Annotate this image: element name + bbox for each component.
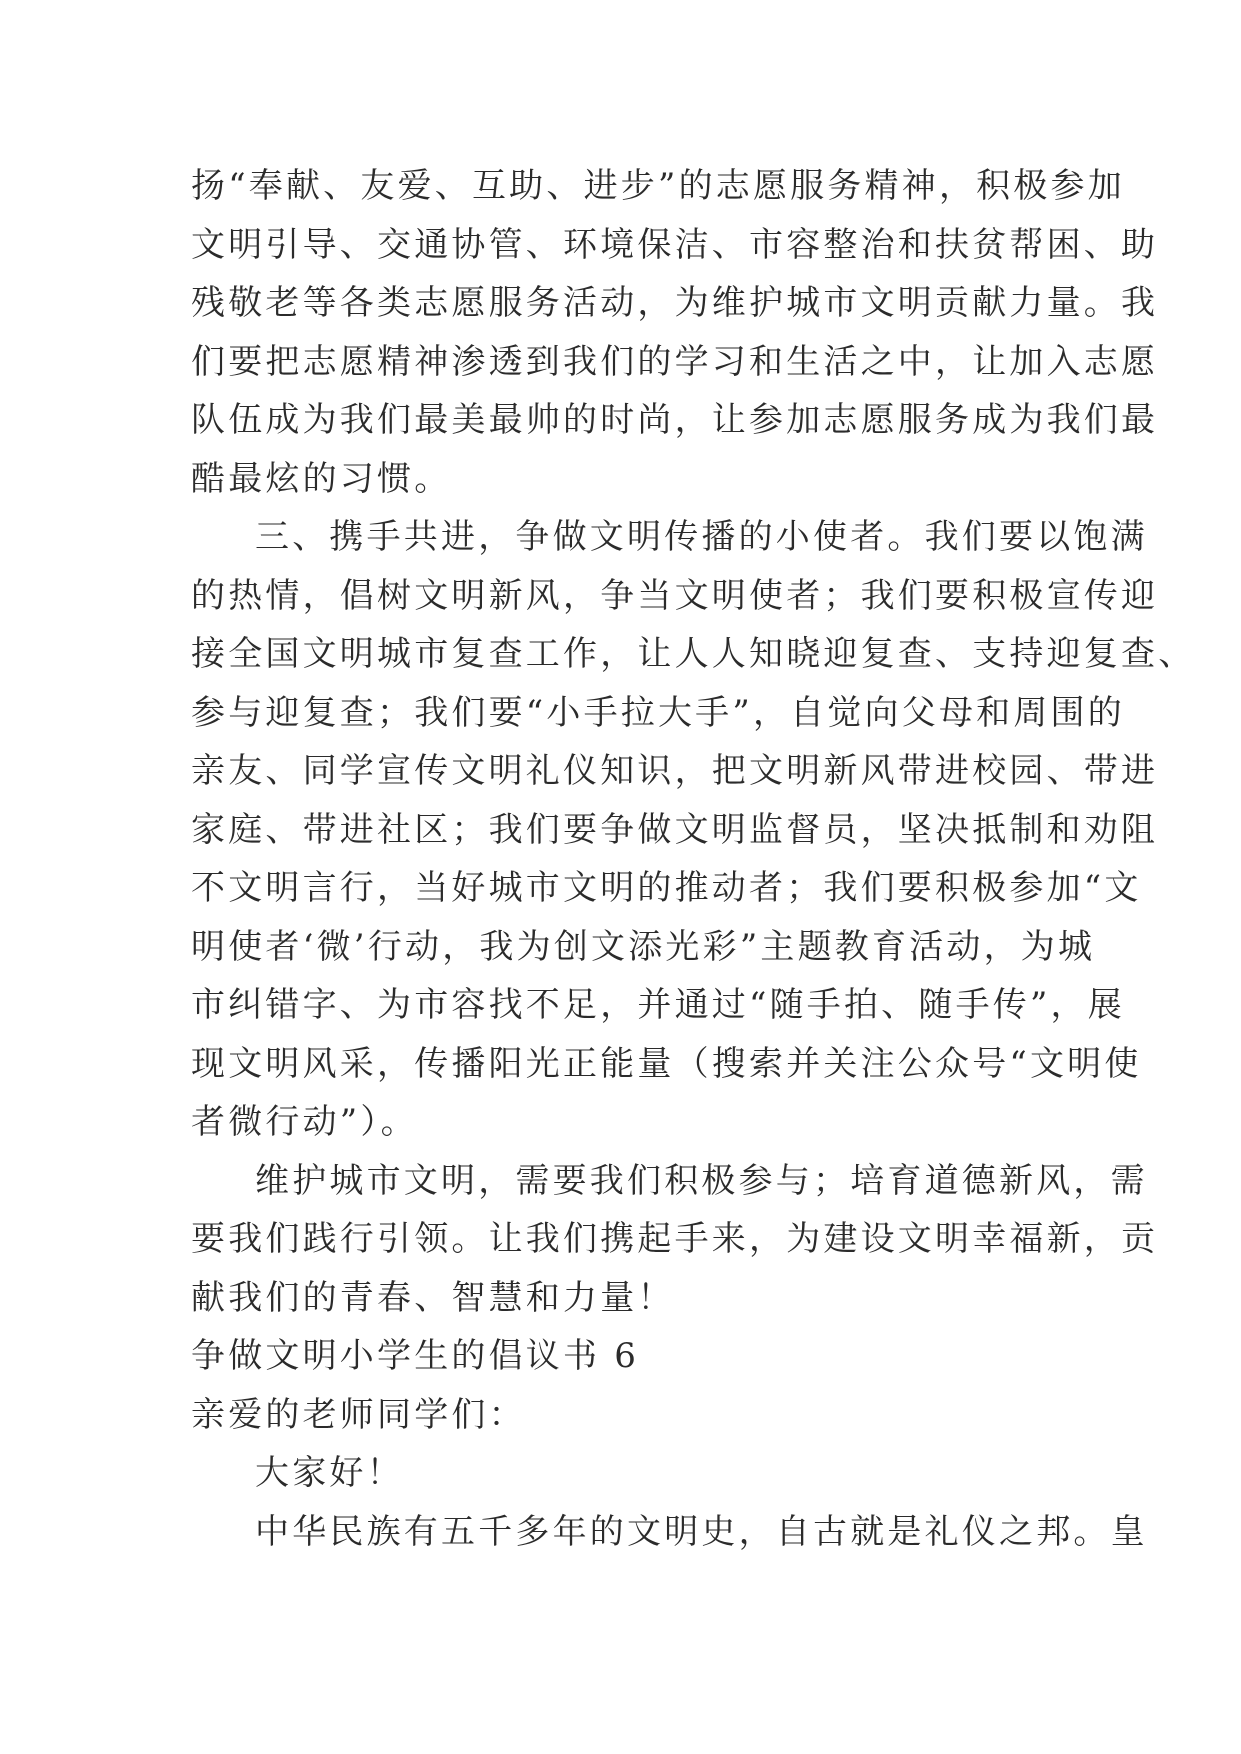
- greeting: 大家好！: [255, 1453, 404, 1493]
- text-line: 接全国文明城市复查工作，让人人知晓迎复查、支持迎复查、: [191, 634, 1196, 674]
- paragraph-start-line: 中华民族有五千多年的文明史，自古就是礼仪之邦。皇: [255, 1511, 1148, 1552]
- text-line: 明使者‘微’行动，我为创文添光彩”主题教育活动，为城: [191, 926, 1096, 967]
- text-line: 残敬老等各类志愿服务活动，为维护城市文明贡献力量。我: [191, 283, 1159, 323]
- text-line: 不文明言行，当好城市文明的推动者；我们要积极参加“文: [191, 868, 1142, 908]
- section-heading: 争做文明小学生的倡议书 6: [191, 1336, 640, 1376]
- text-line: 队伍成为我们最美最帅的时尚，让参加志愿服务成为我们最: [191, 400, 1159, 440]
- document-body: [191, 157, 1196, 1561]
- text-line: 参与迎复查；我们要“小手拉大手”，自觉向父母和周围的: [191, 692, 1125, 733]
- text-line: 者微行动”）。: [191, 1102, 418, 1142]
- text-line: 酷最炫的习惯。: [191, 458, 452, 499]
- text-line: 现文明风采，传播阳光正能量（搜索并关注公众号“文明使: [191, 1043, 1142, 1084]
- paragraph-start-line: 三、携手共进，争做文明传播的小使者。我们要以饱满: [255, 517, 1148, 557]
- salutation: 亲爱的老师同学们：: [191, 1394, 526, 1435]
- text-line: 亲友、同学宣传文明礼仪知识，把文明新风带进校园、带进: [191, 751, 1159, 791]
- paragraph-start-line: 维护城市文明，需要我们积极参与；培育道德新风，需: [255, 1160, 1148, 1201]
- text-line: 要我们践行引领。让我们携起手来，为建设文明幸福新，贡: [191, 1219, 1159, 1259]
- text-line: 们要把志愿精神渗透到我们的学习和生活之中，让加入志愿: [191, 341, 1159, 382]
- text-line: 献我们的青春、智慧和力量！: [191, 1277, 675, 1318]
- text-line: 的热情，倡树文明新风，争当文明使者；我们要积极宣传迎: [191, 575, 1159, 616]
- text-line: 文明引导、交通协管、环境保洁、市容整治和扶贫帮困、助: [191, 224, 1159, 265]
- text-line: 家庭、带进社区；我们要争做文明监督员，坚决抵制和劝阻: [191, 809, 1159, 850]
- text-line: 市纠错字、为市容找不足，并通过“随手拍、随手传”，展: [191, 985, 1125, 1025]
- text-line: 扬“奉献、友爱、互助、进步”的志愿服务精神，积极参加: [191, 166, 1125, 206]
